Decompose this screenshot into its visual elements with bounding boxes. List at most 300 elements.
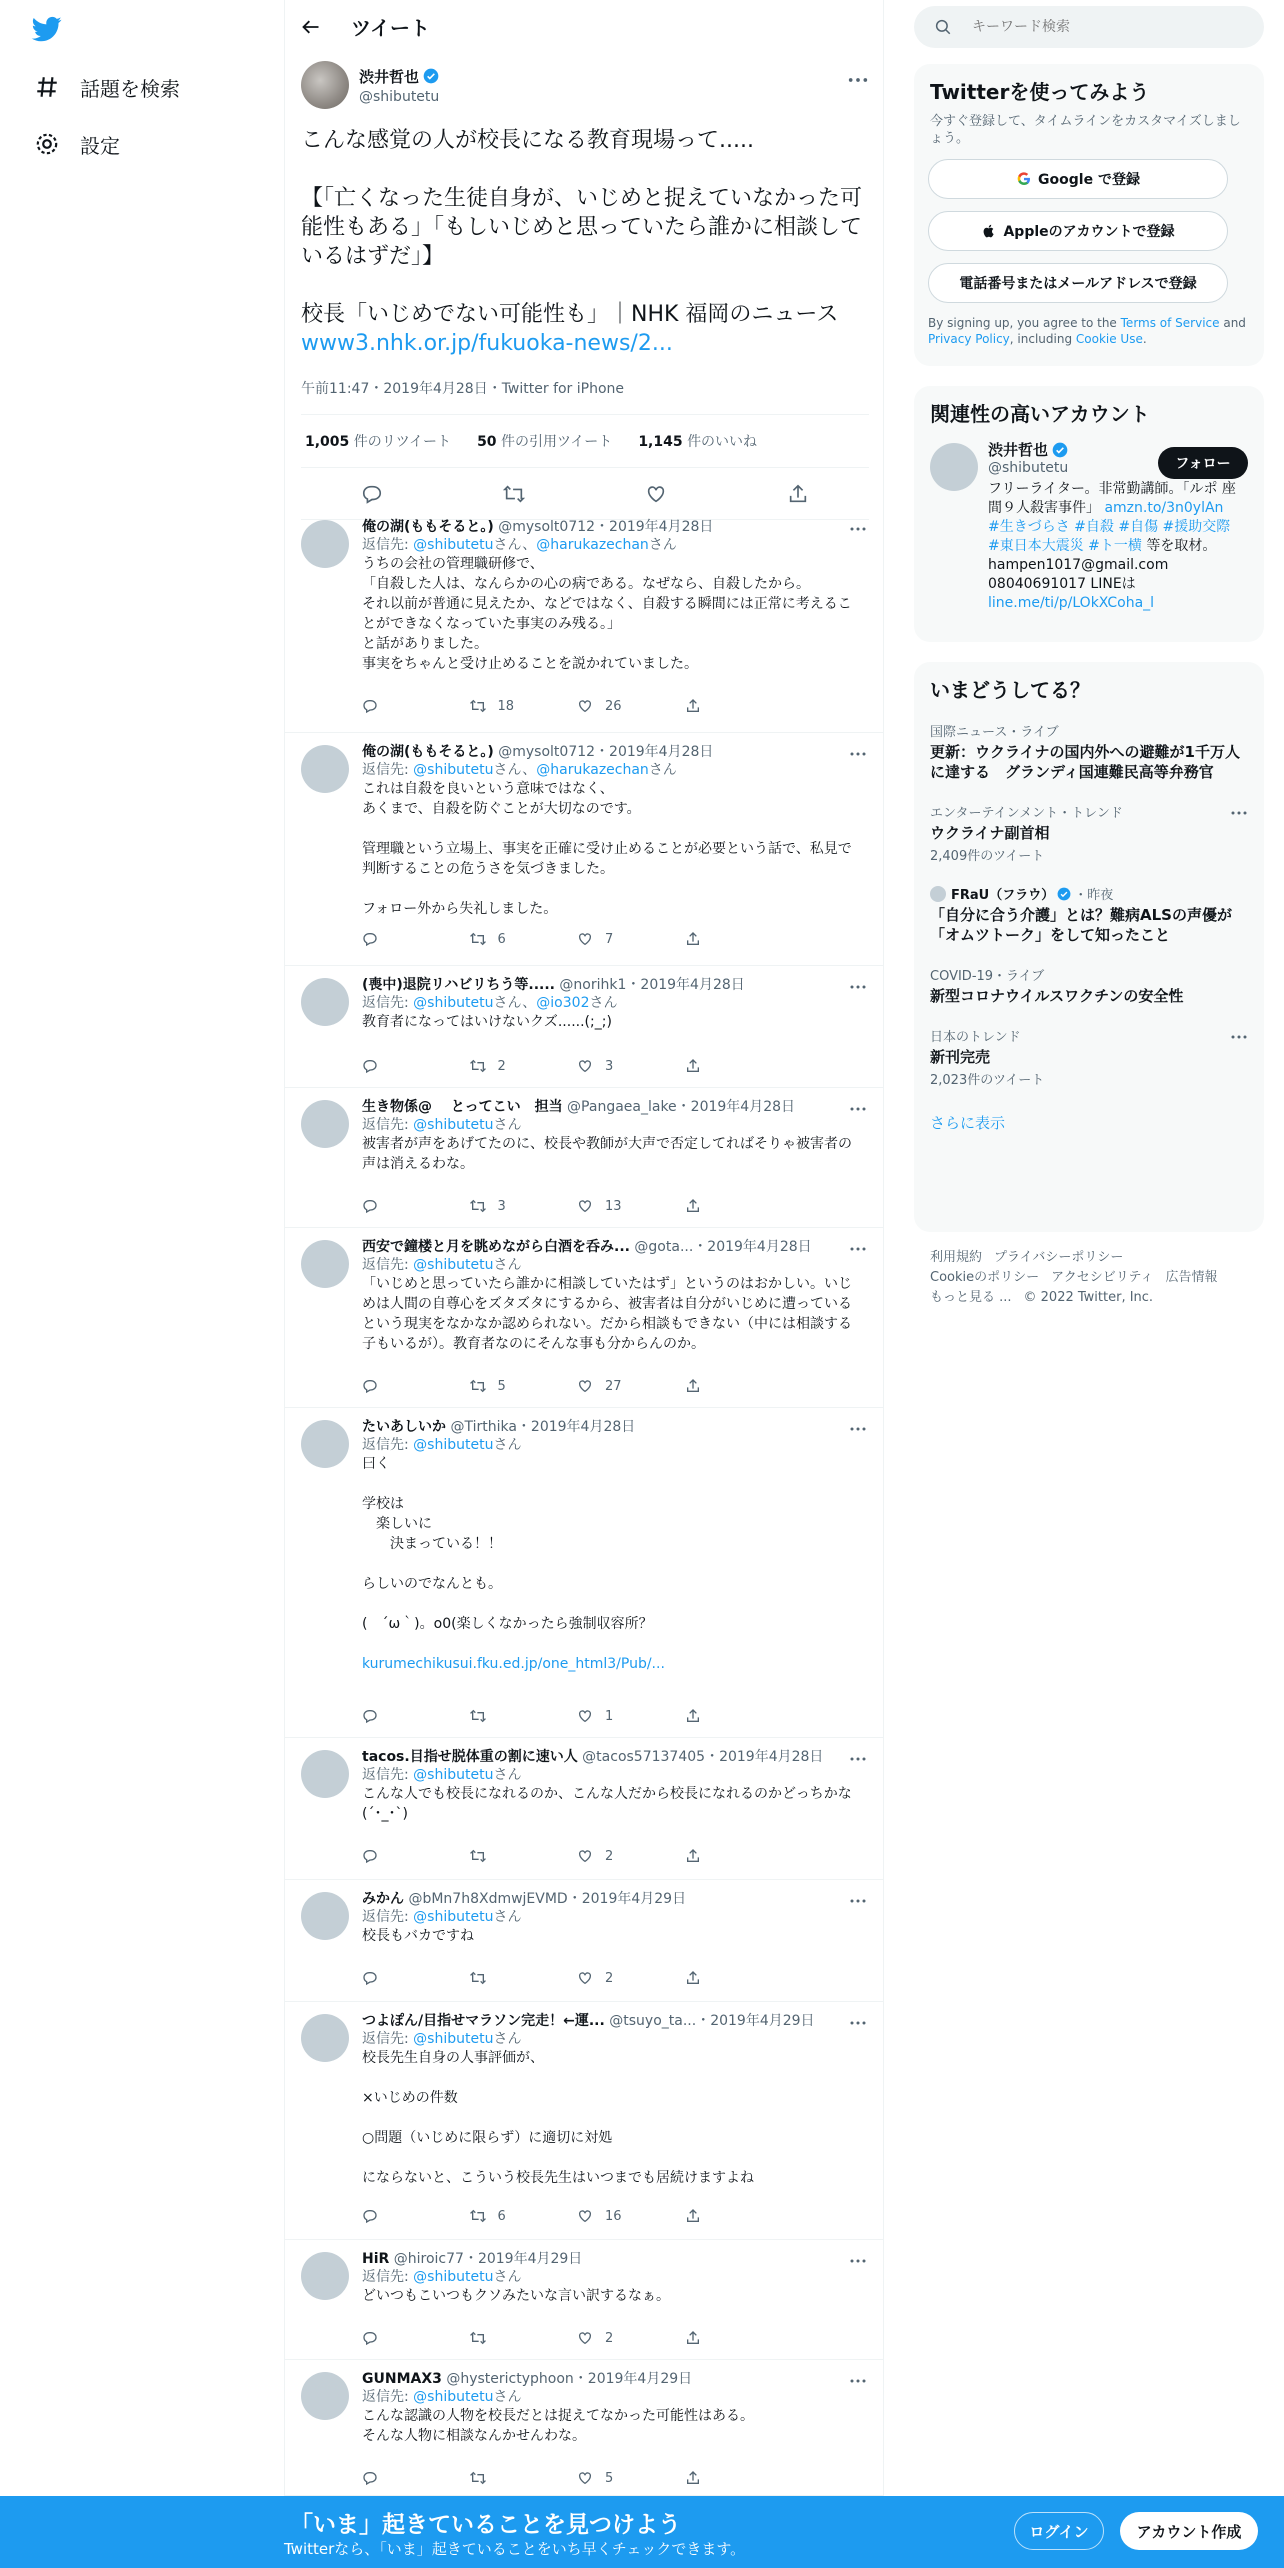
reply-actions	[362, 1848, 792, 1864]
related-name[interactable]: 渋井哲也	[988, 441, 1049, 459]
show-more-link[interactable]: さらに表示	[930, 1114, 1006, 1132]
like-icon	[577, 1058, 593, 1074]
search-bar[interactable]	[914, 6, 1264, 48]
reply-icon	[362, 1378, 378, 1394]
retweet-icon[interactable]	[503, 483, 525, 505]
reply-author-handle[interactable]: @tsuyo_ta...	[609, 2013, 697, 2029]
retweet-count: 2	[497, 1058, 506, 1074]
more-options-icon[interactable]	[849, 1422, 867, 1436]
replying-suffix: さん	[493, 1437, 522, 1453]
reply-header	[362, 743, 862, 761]
retweet-count-label: 件のリツイート	[353, 434, 452, 450]
share-button[interactable]	[685, 931, 793, 947]
reply-author-handle[interactable]: @bMn7h8XdmwjEVMD	[408, 1891, 568, 1907]
related-handle: @shibutetu	[988, 460, 1069, 476]
replying-to-link[interactable]: @shibutetu	[413, 537, 494, 553]
like-count: 27	[605, 1378, 622, 1394]
avatar[interactable]	[301, 1100, 349, 1148]
reply-author-name[interactable]: 西安で鐘楼と月を眺めながら白酒を呑み...	[362, 1239, 630, 1255]
reply-author-handle[interactable]: @mysolt0712	[498, 744, 596, 760]
terms-text: , including	[1009, 332, 1076, 346]
reply-text	[362, 1784, 862, 1824]
signup-title: Twitterを使ってみよう	[930, 80, 1150, 104]
reply-author-handle[interactable]: @hysterictyphoon	[446, 2371, 574, 2387]
share-icon	[685, 1378, 701, 1394]
reply-actions	[362, 1970, 792, 1986]
retweet-button[interactable]	[470, 1848, 578, 1864]
more-options-icon[interactable]	[847, 72, 869, 88]
replying-label: 返信先:	[362, 1117, 414, 1133]
tweet-text-body: こんな感覚の人が校長になる教育現場って..... 【「亡くなった生徒自身が、いじめと捉えていなかった可能性もある」「もしいじめと思っていたら誰かに相談しているはずだ」】 校長「いじめでない可能性も」｜NHK 福岡のニュース	[301, 128, 863, 327]
reply-text-body: こんな認識の人物を校長だとは捉えてなかった可能性はある。 そんな人物に相談なんかせんわな。	[362, 2408, 754, 2444]
bio-text: 等を取材。	[1141, 538, 1217, 554]
reply-header	[362, 1418, 862, 1436]
trend-title: 更新：ウクライナの国内外への避難が1千万人に達する グランディ国連難民高等弁務官	[930, 743, 1240, 781]
cookie-link[interactable]: Cookie Use	[1075, 332, 1143, 346]
share-icon	[685, 2208, 701, 2224]
author-handle[interactable]: @shibutetu	[359, 88, 440, 105]
share-button[interactable]	[685, 698, 793, 714]
avatar[interactable]	[301, 2372, 349, 2420]
share-button[interactable]	[685, 1058, 793, 1074]
like-icon[interactable]	[645, 483, 667, 505]
terms-text: and	[1219, 316, 1246, 330]
reply-tweet[interactable]	[285, 1228, 883, 1408]
retweet-button[interactable]	[470, 698, 578, 714]
like-count: 5	[605, 2470, 614, 2486]
bottom-signup-bar	[0, 2496, 1284, 2568]
reply-date[interactable]: 2019年4月29日	[710, 2013, 815, 2029]
reply-button[interactable]	[362, 1378, 470, 1394]
reply-date[interactable]: 2019年4月29日	[477, 2251, 583, 2267]
bio-link[interactable]: line.me/ti/p/LOkXCoha_l	[988, 595, 1155, 611]
reply-content	[362, 976, 862, 1032]
reply-text-body: 校長先生自身の人事評価が、 ×いじめの件数 ○問題（いじめに限らず）に適切に対処 にならないと、こういう校長先生はいつまでも居続けますよね	[362, 2050, 754, 2186]
reply-author-handle[interactable]: @hiroic77	[393, 2251, 464, 2267]
reply-button[interactable]	[362, 931, 470, 947]
reply-tweet[interactable]	[285, 2360, 883, 2496]
replying-sep: さん、	[493, 762, 537, 778]
reply-header	[362, 1238, 862, 1256]
reply-text-body: 校長もバカですね	[362, 1928, 474, 1944]
reply-text	[362, 779, 862, 919]
retweet-icon	[470, 1970, 486, 1986]
share-icon	[685, 2470, 701, 2486]
related-accounts-card	[914, 386, 1264, 642]
reply-author-name[interactable]: (喪中)退院リハビリちう等.....	[362, 977, 555, 993]
bio-hashtags[interactable]: #生きづらさ #自殺 #自傷 #援助交際 #東日本大震災 #ト一横	[988, 519, 1235, 554]
search-input[interactable]	[972, 19, 1232, 35]
like-count[interactable]	[638, 431, 757, 451]
signup-button[interactable]: アカウント作成	[1120, 2512, 1258, 2550]
like-button[interactable]	[577, 2470, 685, 2486]
replying-to-link[interactable]: @shibutetu	[413, 2389, 494, 2405]
reply-text	[362, 1454, 862, 1674]
reply-button[interactable]	[362, 2208, 470, 2224]
reply-date[interactable]: 2019年4月29日	[587, 2371, 693, 2387]
more-options-icon[interactable]	[849, 2374, 867, 2388]
phone-email-signup-button[interactable]	[928, 263, 1228, 303]
like-button[interactable]	[577, 931, 685, 947]
like-button[interactable]	[577, 2208, 685, 2224]
more-options-icon[interactable]	[1230, 1030, 1248, 1044]
share-button[interactable]	[685, 1970, 793, 1986]
reply-author-handle[interactable]: @Tirthika	[450, 1419, 517, 1435]
reply-tweet[interactable]	[285, 2240, 883, 2360]
reply-link[interactable]: kurumechikusui.fku.ed.jp/one_html3/Pub/...	[362, 1656, 665, 1672]
replying-to-link[interactable]: @shibutetu	[413, 1767, 494, 1783]
reply-text-body: これは自殺を良いという意味ではなく、 あくまで、自殺を防ぐことが大切なのです。 管理職という立場上、事実を正確に受け止めることが必要という話で、私見で判断することの危うさを気づきました。 フォロー外から失礼しました。	[362, 781, 852, 917]
follow-button[interactable]: フォロー	[1158, 447, 1248, 479]
retweet-button[interactable]	[470, 1378, 578, 1394]
reply-button[interactable]	[362, 698, 470, 714]
retweet-button[interactable]	[470, 1708, 578, 1724]
reply-date[interactable]: 2019年4月28日	[609, 744, 714, 760]
terms-text: .	[1142, 332, 1147, 346]
reply-tweet[interactable]	[285, 1880, 883, 2002]
avatar[interactable]	[301, 520, 349, 568]
like-button[interactable]	[577, 1970, 685, 1986]
reply-author-name[interactable]: たいあしいか	[362, 1419, 446, 1435]
quote-count-value: 50	[477, 434, 497, 450]
apple-signup-label: Appleのアカウントで登録	[1003, 224, 1175, 240]
like-button[interactable]	[577, 1708, 685, 1724]
like-icon	[577, 931, 593, 947]
trend-item[interactable]	[914, 874, 1264, 955]
share-icon	[685, 1198, 701, 1214]
retweet-icon	[470, 1198, 486, 1214]
reply-icon	[362, 2470, 378, 2486]
replying-to-link[interactable]: @harukazechan	[536, 762, 649, 778]
gear-icon	[34, 131, 60, 157]
reply-author-name[interactable]: HiR	[362, 2251, 390, 2267]
replying-to	[362, 1908, 862, 1926]
dot-separator: ・	[626, 977, 641, 993]
reply-author-handle[interactable]: @tacos57137405	[582, 1749, 706, 1765]
replying-to-link[interactable]: @shibutetu	[413, 2269, 494, 2285]
avatar[interactable]	[301, 1892, 349, 1940]
reply-actions	[362, 931, 792, 947]
google-signup-label: Google で登録	[1038, 172, 1140, 188]
reply-author-name[interactable]: tacos.目指せ脱体重の割に速い人	[362, 1749, 578, 1765]
privacy-link[interactable]: Privacy Policy	[928, 332, 1010, 346]
back-arrow-icon[interactable]	[301, 17, 321, 37]
avatar[interactable]	[301, 978, 349, 1026]
retweet-button[interactable]	[470, 2470, 578, 2486]
footer	[930, 1248, 1260, 1308]
avatar[interactable]	[301, 745, 349, 793]
replying-label: 返信先:	[362, 1437, 414, 1453]
retweet-icon	[470, 1378, 486, 1394]
reply-author-name[interactable]: 俺の湖(ももそると。)	[362, 744, 494, 760]
replying-to-link[interactable]: @shibutetu	[413, 762, 494, 778]
trends-title: いまどうしてる？	[930, 678, 1090, 702]
replying-label: 返信先:	[362, 537, 414, 553]
replying-to	[362, 2268, 862, 2286]
trends-card	[914, 662, 1264, 1232]
reply-text-body: 「いじめと思っていたら誰かに相談していたはず」というのはおかしい。いじめは人間の自尊心をズタズタにするから、被害者は自分がいじめに遭っているという現実をなかなか認められない。だから相談もできない（中には相談する子もいるが）。教育者なのにそんな事も分からんのか。	[362, 1276, 852, 1352]
trend-context: COVID-19・ライブ	[930, 969, 1045, 984]
twitter-logo-icon[interactable]	[30, 14, 64, 44]
reply-author-handle[interactable]: @Pangaea_lake	[567, 1099, 677, 1115]
retweet-button[interactable]	[470, 2208, 578, 2224]
replying-to	[362, 1766, 862, 1784]
replying-to-link[interactable]: @shibutetu	[413, 1437, 494, 1453]
reply-actions	[362, 1378, 792, 1394]
replying-to-link[interactable]: @harukazechan	[536, 537, 649, 553]
dot-separator: ・	[676, 1099, 691, 1115]
more-options-icon[interactable]	[849, 2254, 867, 2268]
replying-suffix: さん	[493, 2269, 522, 2285]
reply-text-body: 教育者になってはいけないクズ......(;_;)	[362, 1014, 612, 1030]
replying-to-link[interactable]: @shibutetu	[413, 1909, 494, 1925]
reply-author-handle[interactable]: @norihk1	[559, 977, 627, 993]
reply-actions	[362, 1708, 792, 1724]
phone-email-signup-label: 電話番号またはメールアドレスで登録	[959, 276, 1197, 292]
reply-date[interactable]: 2019年4月28日	[690, 1099, 796, 1115]
retweet-icon	[470, 1848, 486, 1864]
reply-date[interactable]: 2019年4月28日	[530, 1419, 636, 1435]
reply-date[interactable]: 2019年4月28日	[707, 1239, 812, 1255]
reply-text	[362, 1274, 862, 1354]
reply-button[interactable]	[362, 2470, 470, 2486]
trend-context: エンターテインメント・トレンド	[930, 806, 1123, 821]
avatar[interactable]	[301, 2252, 349, 2300]
replying-label: 返信先:	[362, 2031, 414, 2047]
like-button[interactable]	[577, 1378, 685, 1394]
reply-tweet[interactable]	[285, 966, 883, 1088]
reply-icon	[362, 2208, 378, 2224]
bio-contact: hampen1017@gmail.com 08040691017 LINEは	[988, 557, 1169, 592]
footer-link[interactable]: 広告情報	[1165, 1270, 1218, 1285]
share-button[interactable]	[685, 1198, 793, 1214]
reply-content	[362, 1890, 862, 1946]
retweet-icon	[470, 2470, 486, 2486]
replying-to-link[interactable]: @shibutetu	[413, 1117, 494, 1133]
reply-date[interactable]: 2019年4月28日	[719, 1749, 824, 1765]
dot-separator: ・	[705, 1749, 720, 1765]
reply-text-body: 被害者が声をあげてたのに、校長や教師が大声で否定してればそりゃ被害者の声は消えるわな。	[362, 1136, 852, 1172]
like-button[interactable]	[577, 1198, 685, 1214]
reply-text	[362, 2048, 862, 2188]
like-count: 26	[605, 698, 622, 714]
more-options-icon[interactable]	[849, 747, 867, 761]
retweet-button[interactable]	[470, 1198, 578, 1214]
trend-context: 国際ニュース・ライブ	[930, 725, 1059, 740]
more-options-icon[interactable]	[849, 1752, 867, 1766]
reply-tweet[interactable]	[285, 2002, 883, 2240]
reply-icon	[362, 1970, 378, 1986]
terms-text: By signing up, you agree to the	[928, 316, 1121, 330]
like-count: 2	[605, 1848, 614, 1864]
like-count-label: 件のいいね	[687, 434, 758, 450]
quote-count[interactable]	[477, 431, 612, 451]
reply-content	[362, 743, 862, 919]
reply-author-name[interactable]: 俺の湖(ももそると。)	[362, 519, 494, 535]
reply-icon	[362, 2330, 378, 2346]
dot-separator: ・	[516, 1419, 531, 1435]
replying-to	[362, 536, 862, 554]
reply-author-name[interactable]: みかん	[362, 1891, 404, 1907]
reply-tweet[interactable]	[285, 1088, 883, 1228]
reply-date[interactable]: 2019年4月28日	[640, 977, 745, 993]
share-icon	[685, 2330, 701, 2346]
footer-link[interactable]: プライバシーポリシー	[994, 1250, 1124, 1265]
reply-button[interactable]	[362, 1848, 470, 1864]
reply-date[interactable]: 2019年4月29日	[581, 1891, 687, 1907]
more-options-icon[interactable]	[849, 2016, 867, 2030]
reply-actions	[362, 698, 792, 714]
share-button[interactable]	[685, 1708, 793, 1724]
copyright: © 2022 Twitter, Inc.	[1023, 1290, 1154, 1305]
share-button[interactable]	[685, 2330, 793, 2346]
avatar[interactable]	[301, 1420, 349, 1468]
bio-text: フリーライター。非常勤講師。「ルポ 座間９人殺害事件」	[988, 481, 1236, 516]
avatar[interactable]	[301, 1750, 349, 1798]
share-icon	[685, 931, 701, 947]
login-button[interactable]: ログイン	[1014, 2512, 1104, 2550]
replying-to-link[interactable]: @shibutetu	[413, 1257, 494, 1273]
more-options-icon[interactable]	[849, 1102, 867, 1116]
nav-item-explore[interactable]	[34, 59, 180, 115]
terms-link[interactable]: Terms of Service	[1120, 316, 1220, 330]
reply-tweet[interactable]	[285, 1408, 883, 1738]
reply-text-body: どいつもこいつもクソみたいな言い訳するなぁ。	[362, 2288, 670, 2304]
replying-label: 返信先:	[362, 995, 414, 1011]
reply-author-name[interactable]: 生き物係@ とってこい 担当	[362, 1099, 563, 1115]
reply-author-name[interactable]: GUNMAX3	[362, 2371, 442, 2387]
reply-content	[362, 1098, 862, 1174]
reply-date[interactable]: 2019年4月28日	[609, 519, 714, 535]
google-icon	[1016, 171, 1032, 187]
reply-text	[362, 554, 862, 674]
retweet-button[interactable]	[470, 1058, 578, 1074]
more-options-icon[interactable]	[849, 980, 867, 994]
like-button[interactable]	[577, 1848, 685, 1864]
signup-card	[914, 64, 1264, 366]
like-icon	[577, 2330, 593, 2346]
reply-tweet[interactable]	[285, 1738, 883, 1880]
trend-title: ウクライナ副首相	[930, 824, 1050, 842]
more-options-icon[interactable]	[1230, 806, 1248, 820]
reply-button[interactable]	[362, 1708, 470, 1724]
reply-icon[interactable]	[361, 483, 383, 505]
trend-source: FRaU（フラウ）	[951, 888, 1055, 903]
avatar[interactable]	[301, 61, 349, 109]
reply-content	[362, 518, 862, 674]
footer-link[interactable]: 利用規約	[930, 1250, 983, 1265]
reply-author-name[interactable]: つよぽん/目指せマラソン完走！←運...	[362, 2013, 605, 2029]
reply-button[interactable]	[362, 1198, 470, 1214]
share-button[interactable]	[685, 2208, 793, 2224]
retweet-button[interactable]	[470, 1970, 578, 1986]
replying-label: 返信先:	[362, 1909, 414, 1925]
author-name[interactable]: 渋井哲也	[359, 67, 420, 86]
retweet-count: 6	[497, 2208, 506, 2224]
replying-to-link[interactable]: @shibutetu	[413, 2031, 494, 2047]
like-button[interactable]	[577, 1058, 685, 1074]
share-button[interactable]	[685, 1378, 793, 1394]
trend-item[interactable]	[914, 711, 1264, 792]
more-options-icon[interactable]	[849, 1894, 867, 1908]
reply-author-handle[interactable]: @mysolt0712	[498, 519, 596, 535]
reply-button[interactable]	[362, 1058, 470, 1074]
replying-to-link[interactable]: @shibutetu	[413, 995, 494, 1011]
replying-to-link[interactable]: @io302	[536, 995, 590, 1011]
like-count: 7	[605, 931, 614, 947]
reply-author-handle[interactable]: @gota...	[634, 1239, 694, 1255]
bio-link[interactable]: amzn.to/3n0ylAn	[1104, 500, 1224, 516]
more-options-icon[interactable]	[849, 1242, 867, 1256]
retweet-icon	[470, 698, 486, 714]
retweet-button[interactable]	[470, 931, 578, 947]
footer-link[interactable]: もっと見る ...	[930, 1290, 1012, 1305]
reply-text-body: うちの会社の管理職研修で、 「自殺した人は、なんらかの心の病である。なぜなら、自殺したから。 それ以前が普通に見えたか、などではなく、自殺する瞬間には正常に考えることができなくなっていた事実のみ残る。」 と話がありました。 事実をちゃんと受け止めることを説かれていました。	[362, 556, 852, 672]
share-icon[interactable]	[787, 483, 809, 505]
reply-button[interactable]	[362, 2330, 470, 2346]
main-column	[284, 0, 884, 2568]
share-icon	[685, 1970, 701, 1986]
reply-header	[362, 1890, 862, 1908]
bottom-bar-subtitle: Twitterなら、「いま」起きていることをいち早くチェックできます。	[284, 2540, 746, 2558]
replying-to	[362, 1436, 862, 1454]
verified-badge-icon	[1052, 442, 1068, 458]
tweet-stats	[301, 415, 869, 468]
trend-item[interactable]	[914, 955, 1264, 1016]
reply-tweet[interactable]	[285, 508, 883, 733]
main-tweet	[301, 60, 869, 520]
avatar[interactable]	[930, 443, 978, 491]
retweet-icon	[470, 931, 486, 947]
share-button[interactable]	[685, 2470, 793, 2486]
tweet-link[interactable]: www3.nhk.or.jp/fukuoka-news/2...	[301, 331, 673, 356]
replying-label: 返信先:	[362, 762, 414, 778]
like-count: 3	[605, 1058, 614, 1074]
replying-suffix: さん	[493, 1117, 522, 1133]
retweet-button[interactable]	[470, 2330, 578, 2346]
avatar[interactable]	[301, 1240, 349, 1288]
retweet-icon	[470, 2208, 486, 2224]
reply-header	[362, 2370, 862, 2388]
google-signup-button[interactable]	[928, 159, 1228, 199]
related-account[interactable]	[914, 427, 1264, 625]
trend-item[interactable]	[914, 1016, 1264, 1098]
nav-item-settings[interactable]	[34, 116, 120, 172]
tweet-timestamp[interactable]: 午前11:47・2019年4月28日・Twitter for iPhone	[301, 378, 869, 415]
replying-suffix: さん	[648, 762, 677, 778]
trend-time: ・昨夜	[1074, 888, 1114, 903]
avatar[interactable]	[301, 2014, 349, 2062]
share-button[interactable]	[685, 1848, 793, 1864]
reply-tweet[interactable]	[285, 733, 883, 966]
dot-separator: ・	[693, 1239, 708, 1255]
reply-content	[362, 2250, 862, 2306]
footer-link[interactable]: Cookieのポリシー	[930, 1270, 1040, 1285]
reply-actions	[362, 2470, 792, 2486]
like-button[interactable]	[577, 2330, 685, 2346]
more-options-icon[interactable]	[849, 522, 867, 536]
search-icon	[934, 18, 952, 36]
like-button[interactable]	[577, 698, 685, 714]
footer-link[interactable]: アクセシビリティ	[1051, 1270, 1154, 1285]
retweet-count[interactable]	[305, 431, 451, 451]
reply-content	[362, 2370, 862, 2446]
reply-button[interactable]	[362, 1970, 470, 1986]
trend-item[interactable]	[914, 792, 1264, 874]
tweet-author	[301, 60, 869, 110]
like-count: 2	[605, 2330, 614, 2346]
apple-signup-button[interactable]	[928, 211, 1228, 251]
